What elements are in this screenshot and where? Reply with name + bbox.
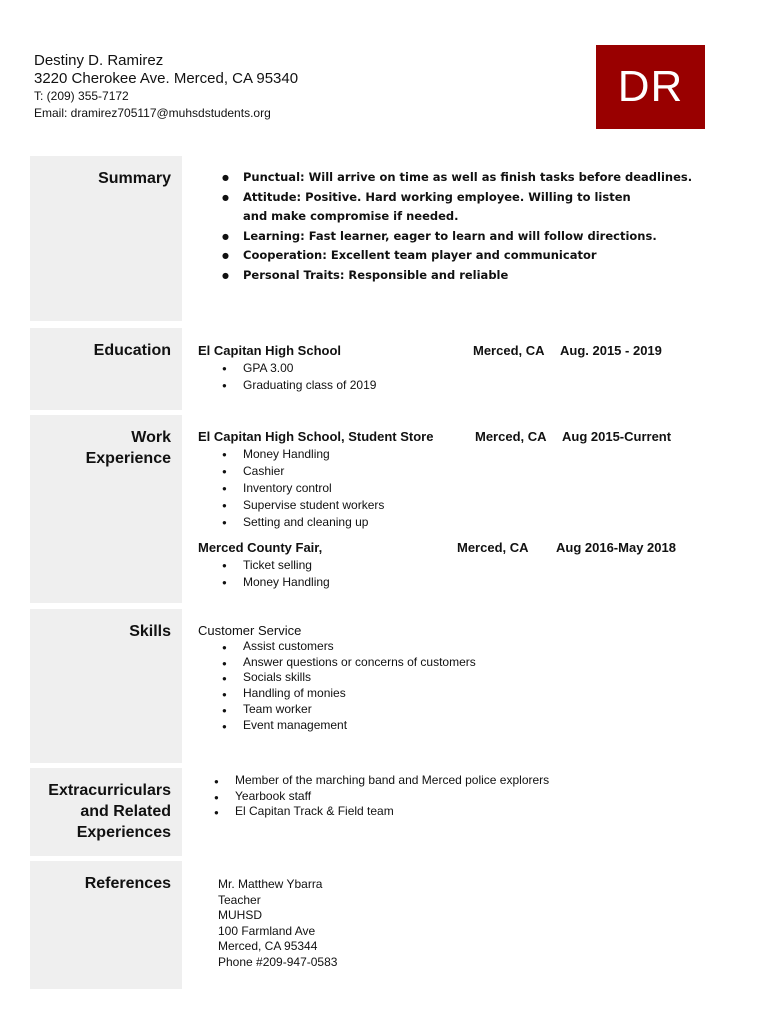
list-item: ● Event management xyxy=(198,718,768,734)
list-item: ● Punctual: Will arrive on time as well as finish tasks before deadlines. xyxy=(198,168,768,188)
list-item: ● Member of the marching band and Merced police explorers xyxy=(190,773,768,789)
list-item: ● Cashier xyxy=(198,463,768,480)
list-item: ● Ticket selling xyxy=(198,557,768,574)
work-label: Work Experience xyxy=(30,415,182,603)
skills-heading: Customer Service xyxy=(198,623,302,638)
list-item: ● Answer questions or concerns of customers xyxy=(198,655,768,671)
list-item: ● El Capitan Track & Field team xyxy=(190,804,768,820)
work-experience-section xyxy=(30,415,768,603)
skills-label: Skills xyxy=(30,609,182,763)
job-title: El Capitan High School, Student Store xyxy=(198,429,434,444)
school-name: El Capitan High School xyxy=(198,343,342,358)
job-title: Merced County Fair, xyxy=(198,540,323,555)
school-location: Merced, CA xyxy=(473,343,545,358)
summary-list xyxy=(198,168,768,285)
list-item: ● Supervise student workers xyxy=(198,497,768,514)
list-item: ● Graduating class of 2019 xyxy=(198,377,768,394)
job-location: Merced, CA xyxy=(475,429,547,444)
contact-header xyxy=(34,52,298,122)
reference-city: Merced, CA 95344 xyxy=(218,939,318,953)
list-item: ● Learning: Fast learner, eager to learn and will follow directions. xyxy=(198,227,768,247)
job-dates: Aug 2015-Current xyxy=(562,429,672,444)
job-dates: Aug 2016-May 2018 xyxy=(556,540,676,555)
job-entry xyxy=(198,538,768,557)
list-item: ● Personal Traits: Responsible and reliable xyxy=(198,266,768,286)
reference-street: 100 Farmland Ave xyxy=(218,923,316,938)
address: 3220 Cherokee Ave. Merced, CA 95340 xyxy=(34,70,299,87)
list-item: ● Setting and cleaning up xyxy=(198,514,768,531)
phone: T: (209) 355-7172 xyxy=(34,89,129,103)
reference-contact xyxy=(218,877,337,970)
list-item: ● Money Handling xyxy=(198,446,768,463)
list-item: ● Attitude: Positive. Hard working employee. Willing to listen and make compromise if needed. xyxy=(198,188,643,227)
job-duties-list xyxy=(198,446,768,531)
email: Email: dramirez705117@muhsdstudents.org xyxy=(34,106,271,120)
applicant-name: Destiny D. Ramirez xyxy=(34,52,164,69)
extracurriculars-list xyxy=(190,773,768,820)
reference-phone: Phone #209-947-0583 xyxy=(218,954,338,969)
list-item: ● Socials skills xyxy=(198,670,768,686)
education-list xyxy=(198,360,768,394)
list-item: ● Assist customers xyxy=(198,639,768,655)
references-label: References xyxy=(30,861,182,989)
list-item: ● Money Handling xyxy=(198,574,768,591)
skills-section xyxy=(30,609,768,763)
summary-label: Summary xyxy=(30,156,182,321)
list-item: ● Yearbook staff xyxy=(190,789,768,805)
reference-name: Mr. Matthew Ybarra xyxy=(218,877,323,891)
summary-section xyxy=(30,156,768,321)
job-duties-list xyxy=(198,557,768,591)
reference-title: Teacher xyxy=(218,892,261,907)
references-section xyxy=(30,861,768,989)
extracurriculars-section xyxy=(30,768,768,856)
list-item: ● GPA 3.00 xyxy=(198,360,768,377)
job-location: Merced, CA xyxy=(457,540,529,555)
education-entry xyxy=(198,341,768,360)
skills-list xyxy=(198,639,768,733)
list-item: ● Cooperation: Excellent team player and communicator xyxy=(198,246,768,266)
education-section xyxy=(30,328,768,410)
education-label: Education xyxy=(30,328,182,410)
extracurriculars-label: Extracurriculars and Related Experiences xyxy=(30,768,182,856)
list-item: ● Inventory control xyxy=(198,480,768,497)
list-item: ● Team worker xyxy=(198,702,768,718)
job-entry xyxy=(198,427,768,446)
reference-org: MUHSD xyxy=(218,908,262,922)
list-item: ● Handling of monies xyxy=(198,686,768,702)
school-dates: Aug. 2015 - 2019 xyxy=(560,343,662,358)
monogram-badge: DR xyxy=(596,45,705,129)
